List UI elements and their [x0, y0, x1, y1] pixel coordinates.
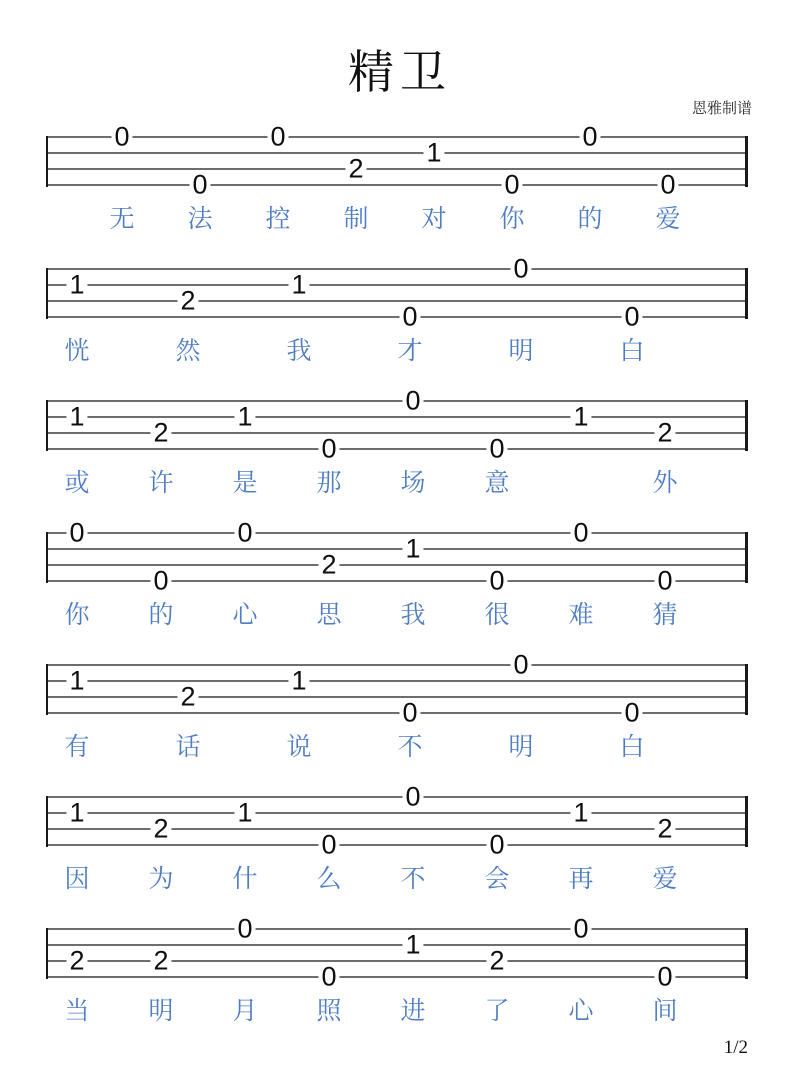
lyric-syllable: 明	[508, 337, 534, 365]
lyric-syllable: 明	[148, 997, 174, 1025]
fret-number: 1	[234, 404, 255, 431]
lyric-syllable: 话	[175, 733, 201, 761]
lyric-syllable: 思	[316, 601, 342, 629]
fret-number: 2	[654, 816, 675, 843]
fret-number: 0	[486, 436, 507, 463]
fret-number: 1	[402, 932, 423, 959]
fret-number: 0	[510, 256, 531, 283]
staff-line	[46, 664, 748, 666]
lyric-syllable: 不	[400, 865, 426, 893]
lyric-syllable: 么	[316, 865, 342, 893]
lyric-syllable: 控	[265, 205, 291, 233]
lyric-syllable: 我	[400, 601, 426, 629]
lyric-syllable: 才	[397, 337, 423, 365]
lyric-syllable: 进	[400, 997, 426, 1025]
staff-line	[46, 532, 748, 534]
fret-number: 0	[621, 700, 642, 727]
staff-line	[46, 844, 748, 846]
lyric-syllable: 因	[64, 865, 90, 893]
lyric-syllable: 心	[232, 601, 258, 629]
fret-number: 0	[318, 832, 339, 859]
lyric-syllable: 那	[316, 469, 342, 497]
fret-number: 1	[66, 272, 87, 299]
lyric-syllable: 再	[568, 865, 594, 893]
lyric-syllable: 猜	[652, 601, 678, 629]
staff-line	[46, 152, 748, 154]
lyric-syllable: 间	[652, 997, 678, 1025]
lyric-syllable: 无	[109, 205, 135, 233]
fret-number: 2	[654, 420, 675, 447]
barline-right	[745, 664, 748, 715]
staff-line	[46, 976, 748, 978]
staff-line	[46, 680, 748, 682]
barline-right	[745, 400, 748, 451]
fret-number: 0	[486, 832, 507, 859]
staff-line	[46, 548, 748, 550]
lyric-syllable: 难	[568, 601, 594, 629]
fret-number: 0	[621, 304, 642, 331]
staff-line	[46, 944, 748, 946]
lyric-syllable: 制	[343, 205, 369, 233]
staff-line	[46, 300, 748, 302]
lyric-syllable: 有	[64, 733, 90, 761]
lyric-syllable: 我	[286, 337, 312, 365]
barline-right	[745, 796, 748, 847]
fret-number: 2	[345, 156, 366, 183]
barline-left	[46, 400, 48, 451]
lyric-syllable: 当	[64, 997, 90, 1025]
fret-number: 0	[399, 304, 420, 331]
lyric-syllable: 意	[484, 469, 510, 497]
lyric-syllable: 照	[316, 997, 342, 1025]
fret-number: 0	[510, 652, 531, 679]
lyric-syllable: 说	[286, 733, 312, 761]
fret-number: 2	[66, 948, 87, 975]
fret-number: 2	[177, 288, 198, 315]
staff-line	[46, 136, 748, 138]
staff-line	[46, 316, 748, 318]
lyric-syllable: 然	[175, 337, 201, 365]
fret-number: 0	[570, 916, 591, 943]
barline-left	[46, 268, 48, 319]
fret-number: 0	[267, 124, 288, 151]
lyric-syllable: 外	[652, 469, 678, 497]
staff-line	[46, 796, 748, 798]
staff-line	[46, 812, 748, 814]
fret-number: 0	[402, 784, 423, 811]
barline-left	[46, 928, 48, 979]
page-number: 1/2	[723, 1037, 748, 1058]
fret-number: 0	[318, 436, 339, 463]
lyric-syllable: 不	[397, 733, 423, 761]
fret-number: 2	[150, 816, 171, 843]
fret-number: 1	[66, 800, 87, 827]
fret-number: 0	[654, 568, 675, 595]
barline-left	[46, 532, 48, 583]
barline-left	[46, 136, 48, 187]
fret-number: 0	[234, 520, 255, 547]
fret-number: 1	[234, 800, 255, 827]
lyric-syllable: 白	[619, 337, 645, 365]
lyric-syllable: 明	[508, 733, 534, 761]
lyric-syllable: 是	[232, 469, 258, 497]
fret-number: 0	[570, 520, 591, 547]
fret-number: 1	[288, 272, 309, 299]
song-title: 精卫	[348, 47, 452, 98]
staff-line	[46, 712, 748, 714]
fret-number: 1	[288, 668, 309, 695]
lyric-syllable: 场	[400, 469, 426, 497]
staff-line	[46, 268, 748, 270]
lyric-syllable: 什	[232, 865, 258, 893]
fret-number: 0	[189, 172, 210, 199]
fret-number: 1	[570, 800, 591, 827]
barline-left	[46, 664, 48, 715]
staff-line	[46, 416, 748, 418]
barline-right	[745, 532, 748, 583]
fret-number: 0	[399, 700, 420, 727]
barline-left	[46, 796, 48, 847]
lyric-syllable: 爱	[652, 865, 678, 893]
lyric-syllable: 月	[232, 997, 258, 1025]
fret-number: 0	[657, 172, 678, 199]
fret-number: 2	[150, 420, 171, 447]
staff-line	[46, 168, 748, 170]
lyric-syllable: 你	[64, 601, 90, 629]
fret-number: 1	[66, 404, 87, 431]
barline-right	[745, 268, 748, 319]
staff-line	[46, 400, 748, 402]
transcriber-credit: 恩雅制谱	[691, 101, 752, 117]
staff-line	[46, 448, 748, 450]
staff-line	[46, 184, 748, 186]
lyric-syllable: 了	[484, 997, 510, 1025]
lyric-syllable: 法	[187, 205, 213, 233]
fret-number: 2	[177, 684, 198, 711]
lyric-syllable: 白	[619, 733, 645, 761]
fret-number: 0	[654, 964, 675, 991]
fret-number: 1	[402, 536, 423, 563]
fret-number: 0	[66, 520, 87, 547]
lyric-syllable: 很	[484, 601, 510, 629]
staff-line	[46, 696, 748, 698]
lyric-syllable: 或	[64, 469, 90, 497]
fret-number: 0	[501, 172, 522, 199]
fret-number: 0	[111, 124, 132, 151]
fret-number: 0	[402, 388, 423, 415]
fret-number: 1	[423, 140, 444, 167]
staff-line	[46, 564, 748, 566]
fret-number: 2	[486, 948, 507, 975]
staff-line	[46, 284, 748, 286]
fret-number: 0	[579, 124, 600, 151]
fret-number: 0	[234, 916, 255, 943]
fret-number: 1	[66, 668, 87, 695]
lyric-syllable: 的	[148, 601, 174, 629]
fret-number: 1	[570, 404, 591, 431]
lyric-syllable: 你	[499, 205, 525, 233]
lyric-syllable: 爱	[655, 205, 681, 233]
barline-right	[745, 136, 748, 187]
fret-number: 0	[318, 964, 339, 991]
lyric-syllable: 恍	[64, 337, 90, 365]
lyric-syllable: 许	[148, 469, 174, 497]
staff-line	[46, 928, 748, 930]
lyric-syllable: 的	[577, 205, 603, 233]
lyric-syllable: 对	[421, 205, 447, 233]
lyric-syllable: 心	[568, 997, 594, 1025]
fret-number: 2	[318, 552, 339, 579]
barline-right	[745, 928, 748, 979]
fret-number: 0	[150, 568, 171, 595]
fret-number: 0	[486, 568, 507, 595]
lyric-syllable: 会	[484, 865, 510, 893]
fret-number: 2	[150, 948, 171, 975]
lyric-syllable: 为	[148, 865, 174, 893]
